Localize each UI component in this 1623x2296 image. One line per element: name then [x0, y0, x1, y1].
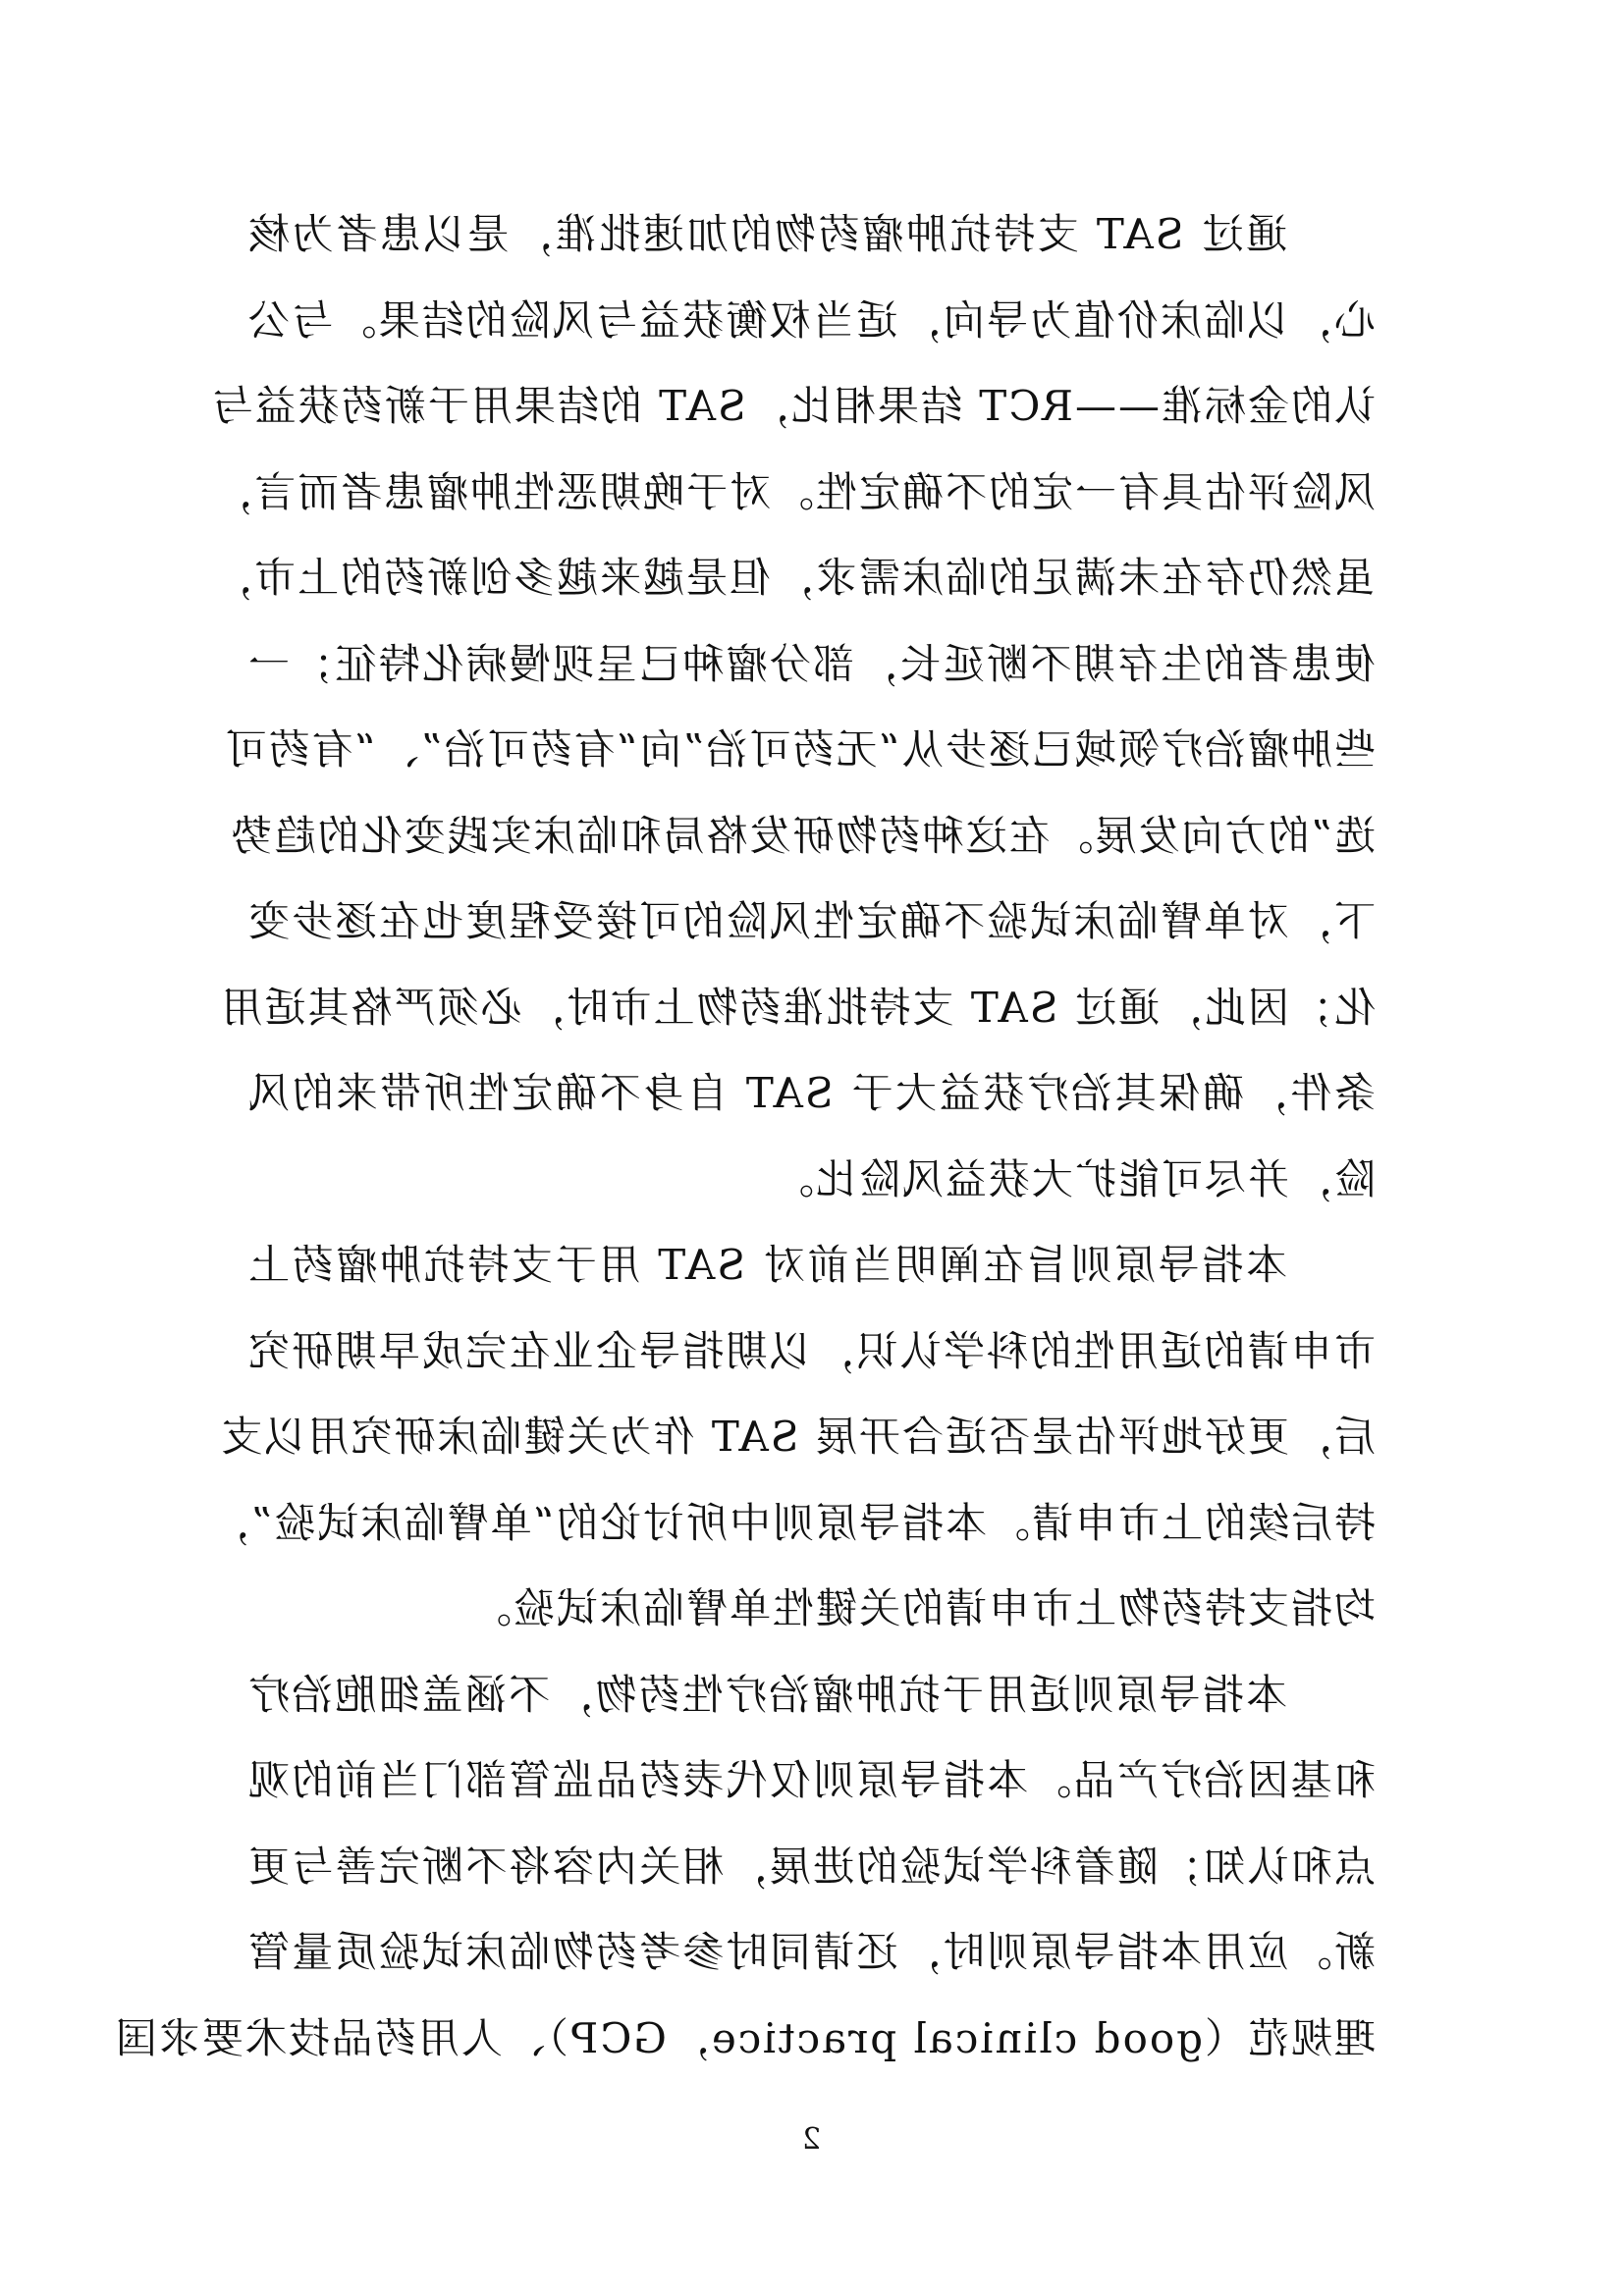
text-line: 选”的方向发展。在这种药物研发格局和临床实践变化的趋势: [229, 811, 1376, 860]
text-line: 条件，确保其治疗获益大于 SAT 自身不确定性所带来的风: [246, 1069, 1376, 1117]
text-line: 险，并尽可能扩大获益风险比。: [770, 1154, 1376, 1203]
paragraph-1: [208, 191, 1376, 1222]
text-line: 持后续的上市申请。本指导原则中所讨论的“单臂临床试验”，: [206, 1498, 1376, 1547]
text-line: 化；因此，通过 SAT 支持批准药物上市时，必须严格其适用: [219, 983, 1376, 1032]
text-line: 本指导原则适用于抗肿瘤治疗性药物，不涵盖细胞治疗: [246, 1670, 1287, 1719]
text-line: 风险评估具有一定的不确定性。对于晚期恶性肿瘤患者而言，: [208, 467, 1376, 516]
text-line: 认的金标准——RCT 结果相比，SAT 的结果用于新药获益与: [209, 382, 1376, 430]
text-line: 心，以临床价值为导向，适当权衡获益与风险的结果。与公: [246, 295, 1376, 345]
text-line: 虽然仍存在未满足的临床需求，但是越来越多创新药的上市，: [208, 554, 1376, 602]
paragraph-3: [113, 1652, 1376, 2082]
body-text: [113, 191, 1376, 2081]
page-number: 2: [801, 2122, 822, 2157]
text-line: 使患者的生存期不断延长，部分瘤种已呈现慢病化特征；一: [246, 639, 1376, 688]
text-line: 理规范（good clinical practice，GCP）、人用药品技术要求国: [113, 2013, 1376, 2062]
text-line: 和基因治疗产品。本指导原则仅代表药品监管部门当前的观: [246, 1756, 1376, 1804]
text-line: 新。应用本指导原则时，还请同时参考药物临床试验质量管: [246, 1928, 1376, 1976]
text-line: 市申请的适用性的科学认识，以期指导企业在完成早期研究: [246, 1326, 1376, 1375]
text-line: 些肿瘤治疗领域已逐步从“无药可治”向“有药可治”、“有药可: [223, 725, 1376, 774]
text-line: 点和认知；随着科学试验的进展，相关内容将不断完善与更: [246, 1842, 1376, 1891]
paragraph-2: [206, 1222, 1376, 1652]
text-line: 通过 SAT 支持抗肿瘤药物的加速批准，是以患者为核: [246, 210, 1287, 258]
text-line: 均指支持药物上市申请的关键性单臂临床试验。: [467, 1584, 1376, 1632]
text-line: 本指导原则旨在阐明当前对 SAT 用于支持抗肿瘤药上: [246, 1241, 1287, 1289]
text-line: 后，更好地评估是否适合开展 SAT 作为关键临床研究用以支: [219, 1413, 1376, 1461]
text-line: 下，对单臂临床试验不确定性风险的可接受程度也在逐步变: [246, 897, 1376, 945]
